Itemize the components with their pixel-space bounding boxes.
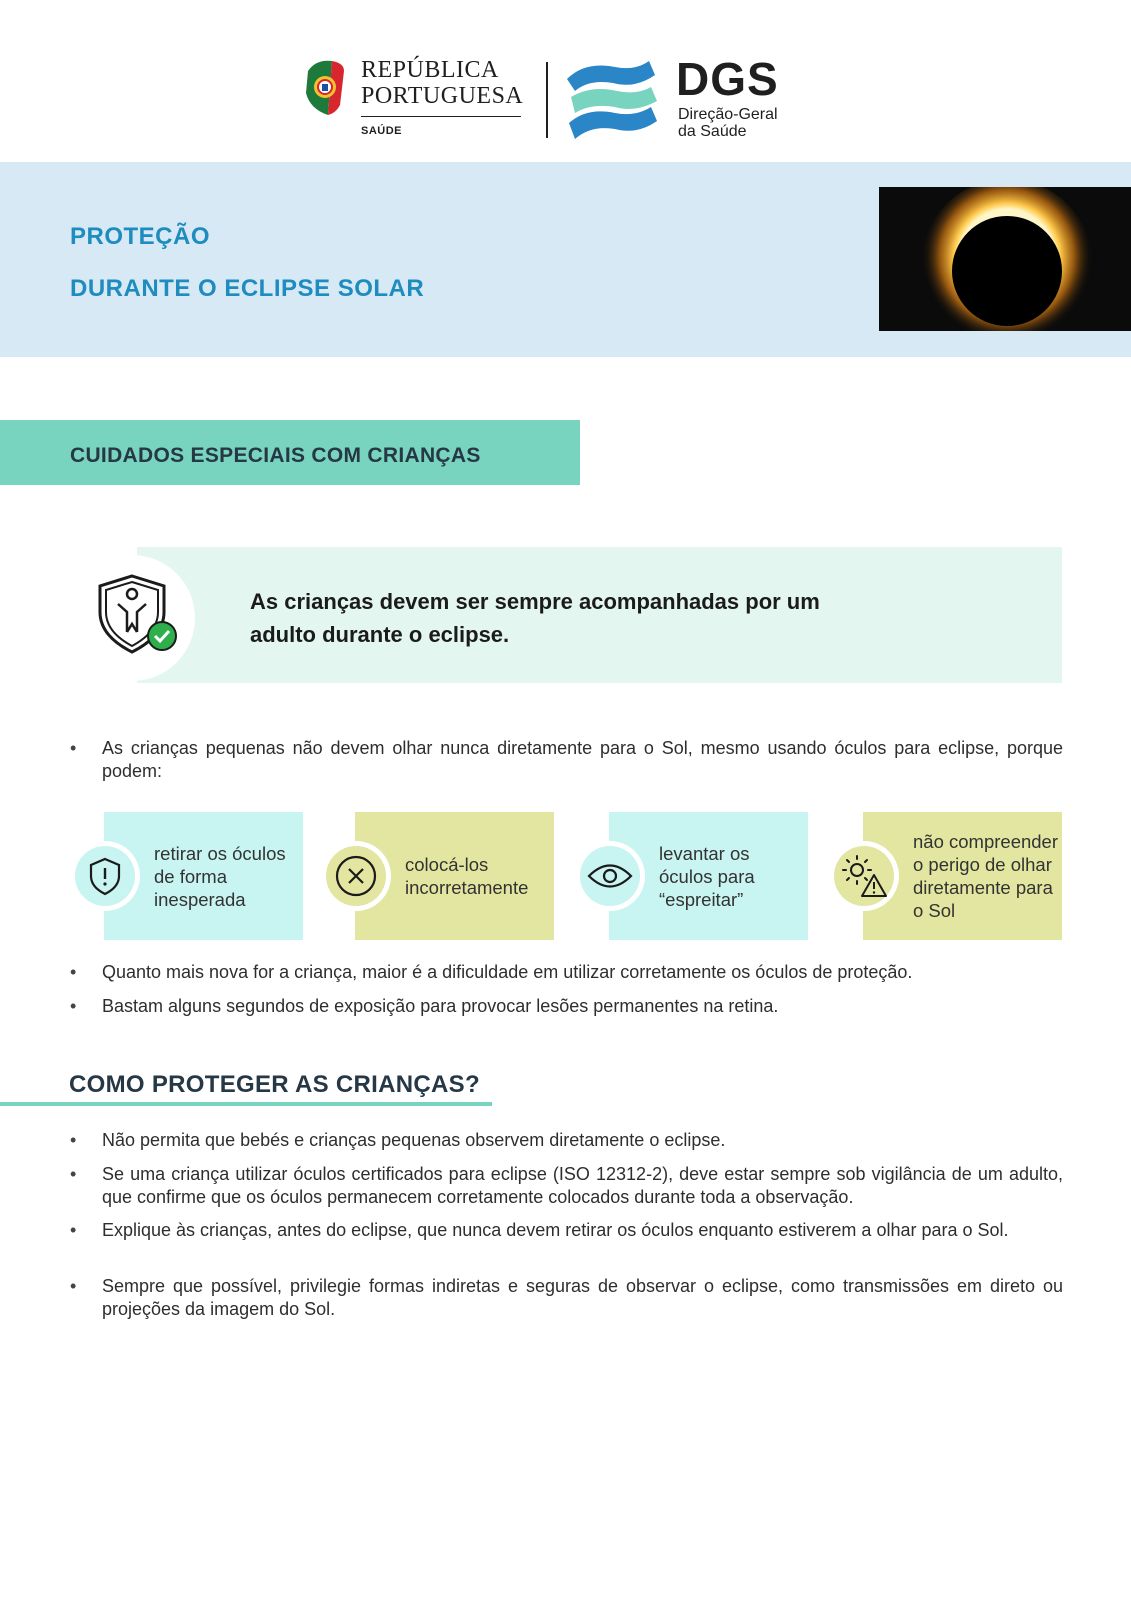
bullet-dot: • <box>70 1130 77 1150</box>
risk-icon-2-ring <box>321 841 391 911</box>
risk-icon-3-ring <box>575 841 645 911</box>
x-circle-icon <box>326 846 386 906</box>
protect-heading-underline <box>0 1102 492 1106</box>
bullet-dot: • <box>70 962 77 982</box>
dgs-title: DGS <box>676 53 779 105</box>
risk-card-text: levantar os óculos para “espreitar” <box>659 842 755 910</box>
republica-sub: SAÚDE <box>361 125 403 137</box>
list-item-text: Explique às crianças, antes do eclipse, que nunca devem retirar os óculos enquanto estiverem a olhar para o Sol. <box>102 1220 1009 1240</box>
republica-line2: PORTUGUESA <box>361 83 524 109</box>
protect-heading: COMO PROTEGER AS CRIANÇAS? <box>69 1071 480 1098</box>
list-item-text: Sempre que possível, privilegie formas indiretas e seguras de observar o eclipse, como transmissões em direto ou projeções da imagem do Sol. <box>102 1276 1063 1319</box>
risk-icon-1-ring <box>70 841 140 911</box>
callout-line1: As crianças devem ser sempre acompanhadas por um <box>250 589 820 614</box>
bullet-dot: • <box>70 738 77 758</box>
callout-line2: adulto durante o eclipse. <box>250 622 510 647</box>
bullet-dot: • <box>70 1276 77 1296</box>
page-title-line2: DURANTE O ECLIPSE SOLAR <box>70 275 425 302</box>
intro-bullet-text: As crianças pequenas não devem olhar nunca diretamente para o Sol, mesmo usando óculos para eclipse, porque podem: <box>102 738 1063 781</box>
section-title: CUIDADOS ESPECIAIS COM CRIANÇAS <box>70 444 481 467</box>
republica-rule <box>361 116 521 117</box>
list-item-text: Não permita que bebés e crianças pequenas observem diretamente o eclipse. <box>102 1130 726 1150</box>
risk-card-text: retirar os óculos de forma inesperada <box>154 842 286 910</box>
shield-alert-icon <box>75 846 135 906</box>
risk-icon-4-ring <box>829 841 899 911</box>
dgs-logo-mark <box>565 57 665 143</box>
bullet-dot: • <box>70 996 77 1016</box>
list-item-text: Bastam alguns segundos de exposição para provocar lesões permanentes na retina. <box>102 996 779 1016</box>
dgs-subtitle <box>678 106 778 140</box>
risk-card-text: não compreender o perigo de olhar diretamente para o Sol <box>913 831 1059 921</box>
sun-warning-icon <box>834 846 894 906</box>
dgs-sub-line1: Direção-Geral <box>678 106 778 123</box>
risk-card-text: colocá-los incorretamente <box>405 854 529 898</box>
dgs-sub-line2: da Saúde <box>678 123 747 140</box>
eye-icon <box>580 846 640 906</box>
republica-portuguesa-emblem <box>302 57 346 119</box>
list-item-text: Quanto mais nova for a criança, maior é a dificuldade em utilizar corretamente os óculos de proteção. <box>102 962 913 982</box>
bullet-dot: • <box>70 1220 77 1240</box>
logo-divider <box>546 62 548 138</box>
list-item-text: Se uma criança utilizar óculos certificados para eclipse (ISO 12312-2), deve estar sempre sob vigilância de um adulto, que confirme que os óculos permanecem corretamente colocados durante toda a observação. <box>102 1164 1063 1207</box>
republica-portuguesa-wordmark <box>361 58 523 108</box>
callout-text <box>250 585 950 651</box>
bullet-dot: • <box>70 1164 77 1184</box>
republica-line1: REPÚBLICA <box>361 57 499 83</box>
page-title-line1: PROTEÇÃO <box>70 223 211 250</box>
eclipse-image <box>879 187 1131 331</box>
child-shield-check-icon <box>94 572 180 658</box>
